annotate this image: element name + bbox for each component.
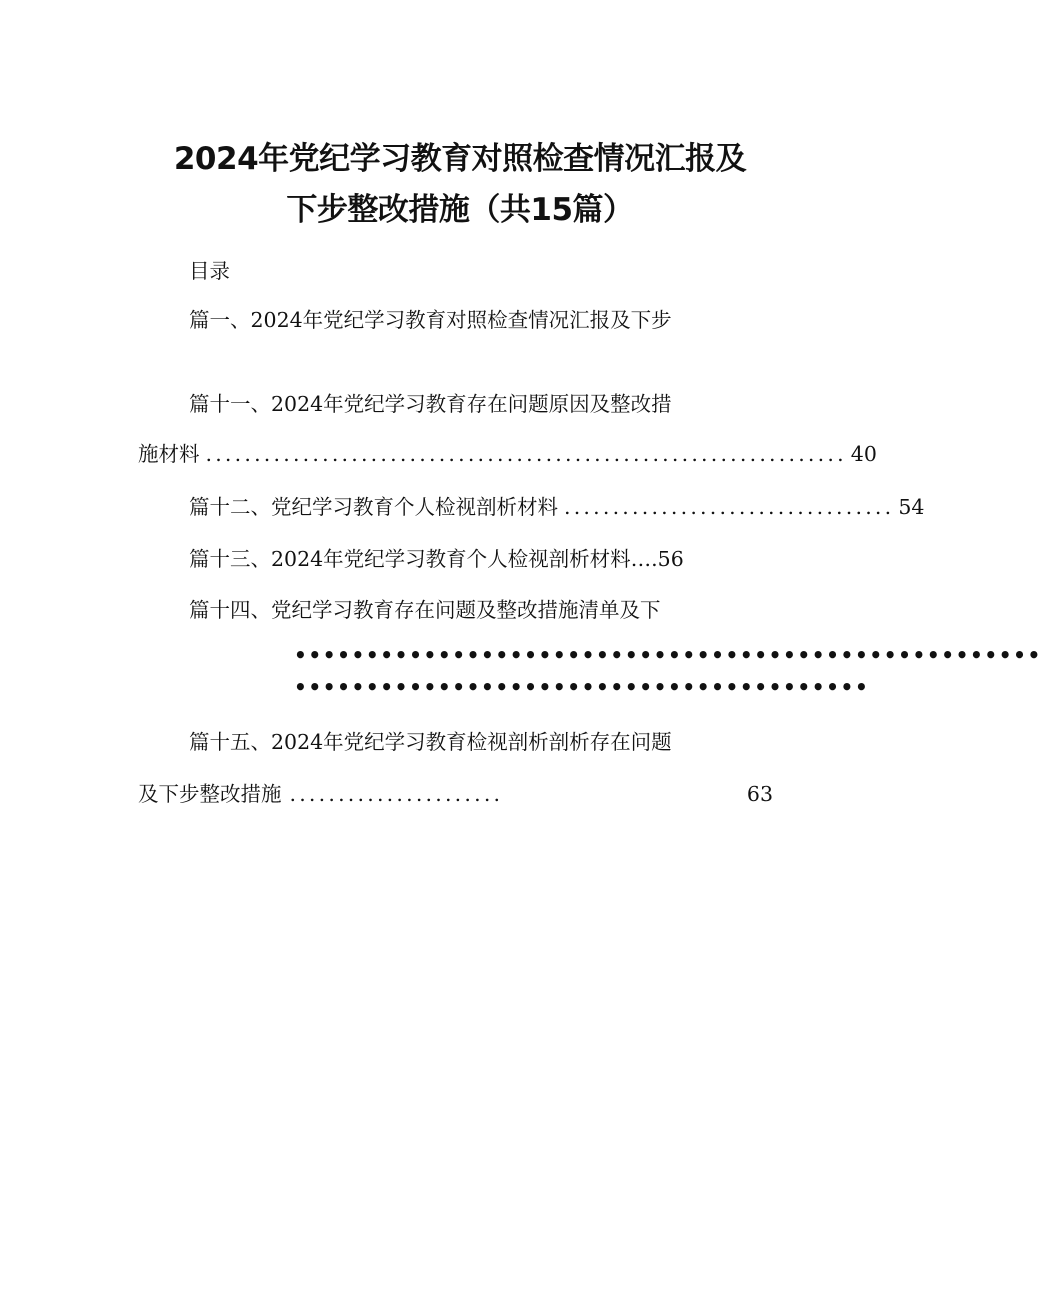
toc-label: 目录 <box>189 259 230 283</box>
toc-entry-15-line2[interactable] <box>138 780 773 808</box>
toc-entry-12[interactable] <box>189 493 925 521</box>
toc-entry-15-line1[interactable]: 篇十五、2024年党纪学习教育检视剖析剖析存在问题 <box>189 730 672 754</box>
toc-leader-dots: .................................................................. <box>205 442 847 466</box>
toc-bullet-leader-row2: •••••••••••••••••••••••••••••••••••••••• <box>294 675 870 699</box>
toc-page-number: 54 <box>898 495 925 519</box>
toc-entry-1[interactable]: 篇一、2024年党纪学习教育对照检查情况汇报及下步 <box>189 308 672 332</box>
toc-entry-11-title-cont: 施材料 <box>138 442 200 466</box>
document-title-line1: 2024年党纪学习教育对照检查情况汇报及 <box>173 141 747 177</box>
toc-entry-11-line2[interactable] <box>138 440 877 468</box>
document-title-line2: 下步整改措施（共15篇） <box>286 192 634 228</box>
toc-leader-dots: .................................. <box>564 495 895 519</box>
toc-bullet-leader-row1: •••••••••••••••••••••••••••••••••••••••••••••••••••• <box>294 643 1042 667</box>
toc-page-number: 40 <box>850 442 877 466</box>
toc-spacer <box>503 780 747 808</box>
toc-entry-12-title: 篇十二、党纪学习教育个人检视剖析材料 <box>189 495 558 519</box>
toc-leader-dots: ...................... <box>289 782 504 806</box>
toc-entry-15-title-cont: 及下步整改措施 <box>138 782 282 806</box>
toc-entry-11-line1[interactable]: 篇十一、2024年党纪学习教育存在问题原因及整改措 <box>189 392 672 416</box>
toc-entry-13[interactable]: 篇十三、2024年党纪学习教育个人检视剖析材料….56 <box>189 547 684 571</box>
toc-entry-14[interactable]: 篇十四、党纪学习教育存在问题及整改措施清单及下 <box>189 598 661 622</box>
toc-page-number: 63 <box>746 782 773 806</box>
